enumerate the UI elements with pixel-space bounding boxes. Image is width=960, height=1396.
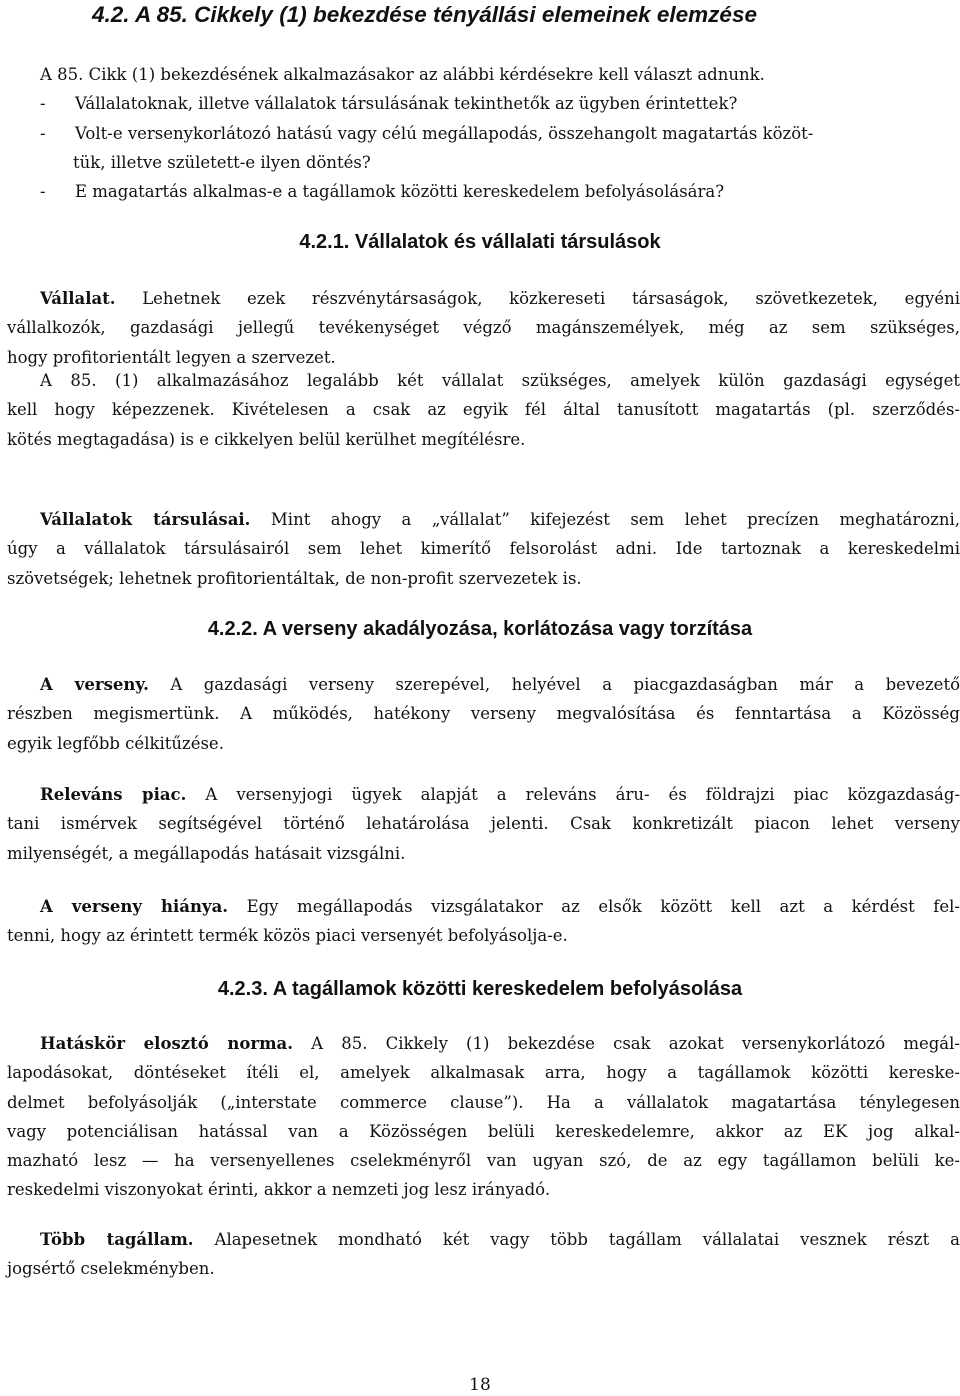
paragraph-tobb-tagallam: Több tagállam. Alapesetnek mondható két vagy több tagállam vállalatai vesznek részt a jogsértő cselekményben. xyxy=(7,1230,960,1279)
section-heading-4-2-1: 4.2.1. Vállalatok és vállalati társulások xyxy=(299,231,661,253)
paragraph-lead: Több tagállam. xyxy=(40,1230,194,1249)
question-item-continuation: tük, illetve született-e ilyen döntés? xyxy=(73,152,371,172)
paragraph-verseny-hianya: A verseny hiánya. Egy megállapodás vizsgálatakor az elsők között kell azt a kérdést fel- tenni, hogy az érintett termék közös piaci versenyét befolyásolja-e. xyxy=(7,897,960,946)
paragraph-ket-vallalat: A 85. (1) alkalmazásához legalább két vállalat szükséges, amelyek külön gazdasági egységet kell hogy képezzenek. Kivételesen a csak az egyik fél által tanusított magatartás (pl. szerződés- kötés megtagadása) is e cikkelyen belül kerülhet megítélésre. xyxy=(7,371,960,449)
section-heading-4-2: 4.2. A 85. Cikkely (1) bekezdése tényállási elemeinek elemzése xyxy=(92,2,757,27)
paragraph-lead: Releváns piac. xyxy=(40,785,187,804)
question-item: - E magatartás alkalmas-e a tagállamok közötti kereskedelem befolyásolására? xyxy=(7,177,960,206)
list-dash: - xyxy=(40,123,46,143)
paragraph-lead: Vállalatok társulásai. xyxy=(40,510,251,529)
section-heading-4-2-2: 4.2.2. A verseny akadályozása, korlátozása vagy torzítása xyxy=(207,618,753,640)
paragraph-relevans-piac: Releváns piac. A versenyjogi ügyek alapját a releváns áru- és földrajzi piac közgazdaság- tani ismérvek segítségével történő lehatárolása jelenti. Csak konkretizált piacon lehet verseny milyenségét, a megállapodás hatásait vizsgálni. xyxy=(7,785,960,863)
paragraph-lead: A verseny hiánya. xyxy=(40,897,229,916)
paragraph-hataskor-eloszto-norma: Hatáskör elosztó norma. A 85. Cikkely (1) bekezdése csak azokat versenykorlátozó megál- lapodásokat, döntéseket ítéli el, amelyek alkalmasak arra, hogy a tagállamok közötti kereske- delmet befolyásolják („interstate commerce clause”). Ha a vállalatok magatartása ténylegesen vagy potenciálisan hatással van a Közösségen belüli kereskedelemre, akkor az EK jog alkal- mazható lesz — ha versenyellenes cselekményről van ugyan szó, de az egy tagállamon belüli ke- reskedelmi viszonyokat érinti, akkor a nemzeti jog lesz irányadó. xyxy=(7,1034,960,1200)
list-dash: - xyxy=(40,94,46,114)
paragraph-vallalatok-tarsulasai: Vállalatok társulásai. Mint ahogy a „vállalat” kifejezést sem lehet precízen meghatározni, úgy a vállalatok társulásairól sem lehet kimerítő felsorolást adni. Ide tartoznak a kereskedelmi szövetségek; lehetnek profitorientáltak, de non-profit szervezetek is. xyxy=(7,510,960,588)
page-number: 18 xyxy=(469,1375,491,1395)
paragraph-lead: Vállalat. xyxy=(40,289,116,308)
question-item: - Vállalatoknak, illetve vállalatok társulásának tekinthetők az ügyben érintettek? xyxy=(7,89,960,118)
intro-block xyxy=(7,60,960,206)
section-heading-4-2-3: 4.2.3. A tagállamok közötti kereskedelem befolyásolása xyxy=(217,978,743,1000)
question-item: - Volt-e versenykorlátozó hatású vagy célú megállapodás, összehangolt magatartás közöt- xyxy=(7,119,960,148)
list-dash: - xyxy=(40,182,46,202)
paragraph-vallalat: Vállalat. Lehetnek ezek részvénytársaságok, közkereseti társaságok, szövetkezetek, egyéni vállalkozók, gazdasági jellegű tevékenységet végző magánszemélyek, még az sem szükséges, hogy profitorientált legyen a szervezet. xyxy=(7,289,960,367)
paragraph-lead: Hatáskör elosztó norma. xyxy=(40,1034,293,1053)
intro-line: A 85. Cikk (1) bekezdésének alkalmazásakor az alábbi kérdésekre kell választ adnunk. xyxy=(40,65,765,84)
paragraph-lead: A verseny. xyxy=(40,675,149,694)
paragraph-a-verseny: A verseny. A gazdasági verseny szerepével, helyével a piacgazdaságban már a bevezető részben megismertünk. A működés, hatékony verseny megvalósítása és fenntartása a Közösség egyik legfőbb célkitűzése. xyxy=(7,675,960,753)
